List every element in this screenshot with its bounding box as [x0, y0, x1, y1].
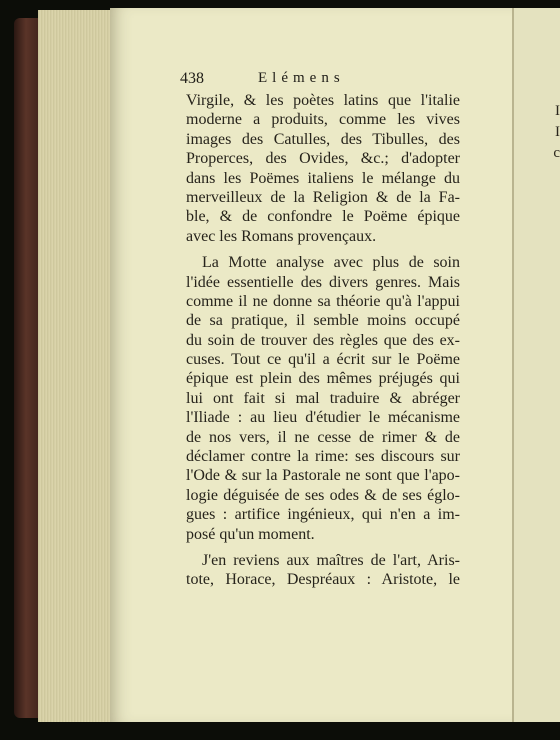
text-line: moderne a produits, comme les vives [186, 111, 460, 129]
facing-page [512, 8, 560, 722]
text-line: cuses. Tout ce qu'il a écrit sur le Poëme [186, 351, 460, 369]
text-line: de nos vers, il ne cesse de rimer & de [186, 428, 460, 446]
text-line: La Motte analyse avec plus de soin [202, 254, 460, 272]
text-line: du soin de trouver des règles que des ex- [186, 331, 460, 349]
facing-page-fragment: c [553, 145, 560, 161]
text-line: J'en reviens aux maîtres de l'art, Aris- [202, 551, 460, 569]
page-edges [38, 10, 118, 722]
text-line: de sa pratique, il semble moins occupé [186, 312, 460, 330]
text-line: posé qu'un moment. [186, 525, 315, 543]
text-line: déclamer contre la rime: ses discours sur [186, 448, 460, 466]
facing-page-fragment: I [555, 103, 560, 119]
text-line: dans les Poëmes italiens le mélange du [186, 169, 460, 187]
text-line: lui ont fait si mal traduire & abréger [186, 389, 460, 407]
paragraph [186, 253, 460, 544]
page-number: 438 [180, 70, 204, 87]
text-line: Virgile, & les poètes latins que l'italie [186, 92, 460, 109]
text-line: l'Ode & sur la Pastorale ne sont que l'apo- [186, 467, 460, 485]
text-line: l'Iliade : au lieu d'étudier le mécanisme [186, 409, 460, 427]
text-line: merveilleux de la Religion & de la Fa- [186, 188, 460, 206]
paragraph [186, 91, 460, 246]
text-line: Properces, des Ovides, &c.; d'adopter [186, 150, 460, 168]
paragraph [186, 551, 460, 590]
text-line: ble, & de confondre le Poëme épique [186, 208, 460, 226]
text-line: l'idée essentielle des divers genres. Mais [186, 273, 460, 291]
facing-page-fragment: I [555, 124, 560, 140]
text-line: avec les Romans provençaux. [186, 227, 377, 245]
text-line: comme il ne donne sa théorie qu'à l'appui [186, 292, 460, 310]
text-line: épique est plein des mêmes préjugés qui [186, 370, 460, 388]
body-text [186, 91, 460, 590]
text-line: logie déguisée de ses odes & de ses églo- [186, 486, 460, 504]
text-line: images des Catulles, des Tibulles, des [186, 130, 460, 148]
running-title: Elémens [258, 70, 345, 86]
text-line: gues : artifice ingénieux, qui n'en a im- [186, 506, 460, 524]
text-line: tote, Horace, Despréaux : Aristote, le [186, 571, 460, 589]
page-header [180, 70, 480, 92]
